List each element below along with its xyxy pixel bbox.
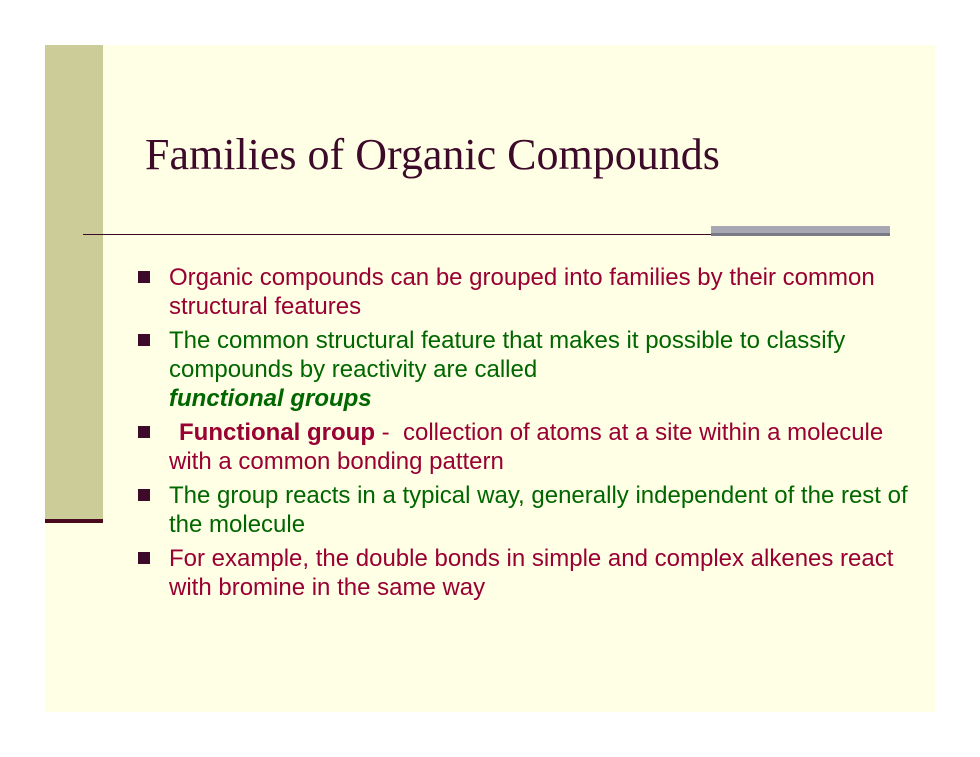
- title-rule-line: [83, 234, 711, 235]
- square-bullet-icon: [138, 334, 150, 346]
- bullet-separator: -: [374, 419, 403, 446]
- square-bullet-icon: [138, 489, 150, 501]
- side-decor-bar: [45, 45, 103, 520]
- slide: [45, 45, 935, 712]
- bullet-item: [138, 263, 908, 321]
- bullet-list: [138, 263, 908, 607]
- bullet-text: The common structural feature that makes it possible to classify compounds by reactivity are called: [169, 327, 846, 383]
- square-bullet-icon: [138, 271, 150, 283]
- bullet-emphasis: functional groups: [169, 385, 372, 412]
- title-rule-bar: [711, 226, 890, 233]
- bullet-text: collection of atoms at a site within a molecule with a common bonding pattern: [169, 419, 884, 475]
- bullet-item: [138, 418, 908, 476]
- bullet-item: [138, 326, 908, 413]
- bullet-text: The group reacts in a typical way, generally independent of the rest of the molecule: [169, 482, 908, 538]
- bullet-item: [138, 544, 908, 602]
- title-rule-bar-shadow: [711, 233, 890, 236]
- bullet-item: [138, 481, 908, 539]
- bullet-term: Functional group: [179, 419, 375, 446]
- side-accent-line: [45, 519, 103, 523]
- bullet-text: For example, the double bonds in simple and complex alkenes react with bromine in the same way: [169, 545, 894, 601]
- bullet-text: Organic compounds can be grouped into families by their common structural features: [169, 264, 875, 320]
- slide-title: Families of Organic Compounds: [145, 130, 720, 179]
- square-bullet-icon: [138, 552, 150, 564]
- square-bullet-icon: [138, 426, 150, 438]
